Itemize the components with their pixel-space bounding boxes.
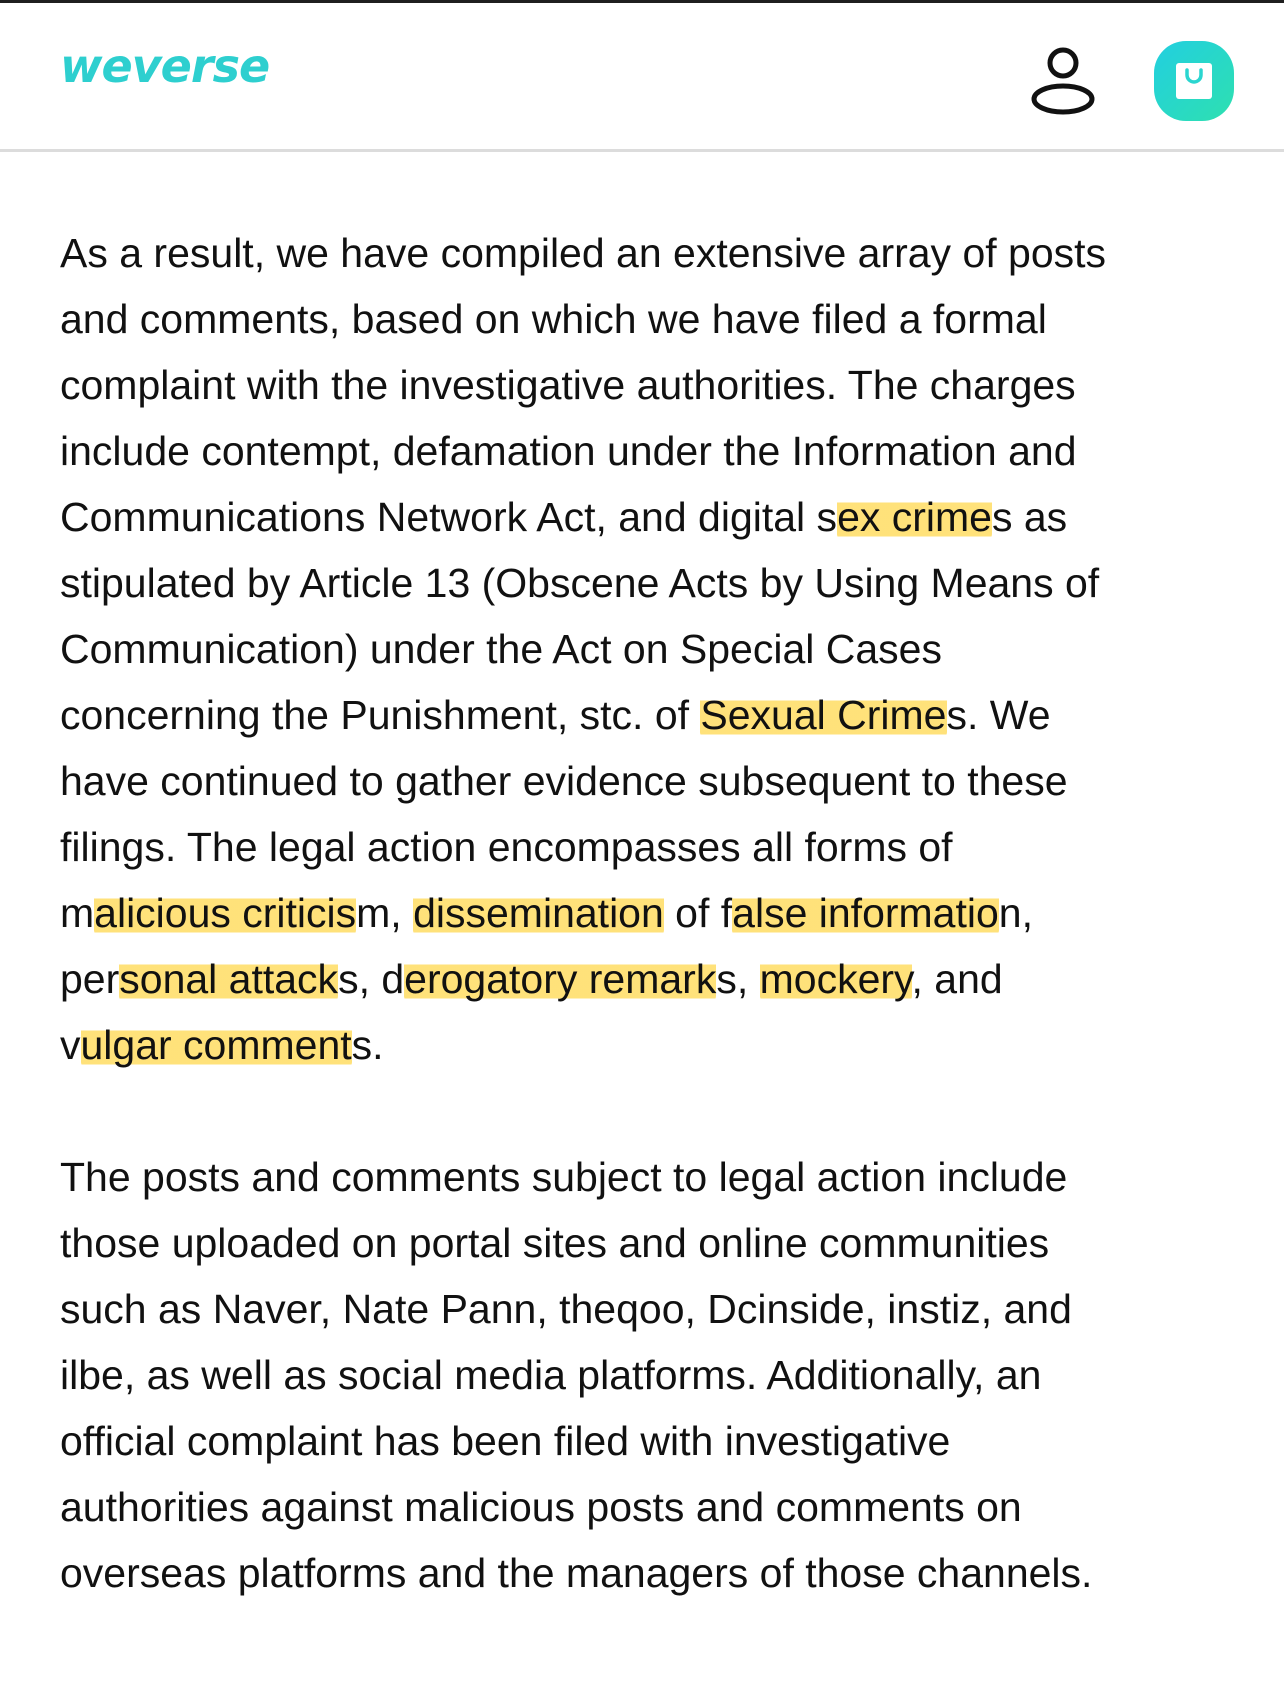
profile-button[interactable] bbox=[1028, 43, 1098, 115]
paragraph-gap bbox=[60, 1078, 1240, 1144]
text-segment: of f bbox=[663, 890, 733, 936]
text-line bbox=[60, 1276, 1240, 1342]
text-line bbox=[60, 1342, 1240, 1408]
highlighted-text: sonal attack bbox=[119, 956, 339, 1002]
text-line bbox=[60, 418, 1240, 484]
text-segment: such as Naver, Nate Pann, theqoo, Dcinside, instiz, and bbox=[60, 1286, 1072, 1332]
text-segment: authorities against malicious posts and comments on bbox=[60, 1484, 1022, 1530]
text-segment: stipulated by Article 13 (Obscene Acts by Using Means of bbox=[60, 560, 1100, 606]
app-header bbox=[0, 3, 1284, 152]
text-segment: and comments, based on which we have filed a formal bbox=[60, 296, 1047, 342]
text-segment: m, bbox=[356, 890, 414, 936]
highlighted-text: erogatory remark bbox=[404, 956, 717, 1002]
text-line bbox=[60, 682, 1240, 748]
text-line bbox=[60, 1474, 1240, 1540]
text-line bbox=[60, 748, 1240, 814]
highlighted-text: dissemination bbox=[413, 890, 664, 936]
text-line bbox=[60, 1210, 1240, 1276]
text-segment: s, bbox=[716, 956, 760, 1002]
text-segment: The posts and comments subject to legal action include bbox=[60, 1154, 1068, 1200]
text-segment: ilbe, as well as social media platforms. Additionally, an bbox=[60, 1352, 1042, 1398]
text-segment: Communication) under the Act on Special Cases bbox=[60, 626, 942, 672]
text-line bbox=[60, 1144, 1240, 1210]
highlighted-text: alicious criticis bbox=[94, 890, 357, 936]
highlighted-text: ex crime bbox=[837, 494, 992, 540]
text-segment: v bbox=[60, 1022, 81, 1068]
text-segment: have continued to gather evidence subsequent to these bbox=[60, 758, 1068, 804]
text-line bbox=[60, 1012, 1240, 1078]
text-segment: official complaint has been filed with investigative bbox=[60, 1418, 951, 1464]
highlighted-text: mockery bbox=[759, 956, 912, 1002]
text-segment: s as bbox=[991, 494, 1068, 540]
text-segment: s. We bbox=[946, 692, 1051, 738]
text-line bbox=[60, 616, 1240, 682]
text-segment: s, d bbox=[338, 956, 405, 1002]
shop-button[interactable] bbox=[1150, 39, 1238, 123]
highlighted-text: ulgar comment bbox=[80, 1022, 352, 1068]
text-segment: As a result, we have compiled an extensive array of posts bbox=[60, 230, 1107, 276]
text-line bbox=[60, 1540, 1240, 1606]
text-segment: filings. The legal action encompasses all forms of bbox=[60, 824, 953, 870]
text-segment: n, bbox=[998, 890, 1033, 936]
text-segment: complaint with the investigative authorities. The charges bbox=[60, 362, 1076, 408]
user-profile-icon bbox=[1028, 43, 1098, 115]
highlighted-text: Sexual Crime bbox=[700, 692, 947, 738]
text-segment: , and bbox=[911, 956, 1003, 1002]
paragraph bbox=[60, 1144, 1240, 1606]
text-line bbox=[60, 550, 1240, 616]
text-line bbox=[60, 1408, 1240, 1474]
highlighted-text: alse informatio bbox=[732, 890, 999, 936]
paragraph bbox=[60, 220, 1240, 1078]
shopping-bag-icon bbox=[1150, 39, 1238, 123]
text-segment: per bbox=[60, 956, 120, 1002]
text-line bbox=[60, 220, 1240, 286]
article-body bbox=[60, 220, 1240, 1606]
text-segment: Communications Network Act, and digital s bbox=[60, 494, 838, 540]
text-segment: those uploaded on portal sites and online communities bbox=[60, 1220, 1050, 1266]
text-line bbox=[60, 946, 1240, 1012]
text-line bbox=[60, 352, 1240, 418]
text-line bbox=[60, 286, 1240, 352]
weverse-logo[interactable]: weverse bbox=[60, 39, 270, 93]
text-segment: include contempt, defamation under the Information and bbox=[60, 428, 1077, 474]
text-segment: m bbox=[60, 890, 95, 936]
text-segment: s. bbox=[351, 1022, 384, 1068]
text-line bbox=[60, 484, 1240, 550]
text-segment: overseas platforms and the managers of those channels. bbox=[60, 1550, 1093, 1596]
text-segment: concerning the Punishment, stc. of bbox=[60, 692, 701, 738]
text-line bbox=[60, 880, 1240, 946]
text-line bbox=[60, 814, 1240, 880]
